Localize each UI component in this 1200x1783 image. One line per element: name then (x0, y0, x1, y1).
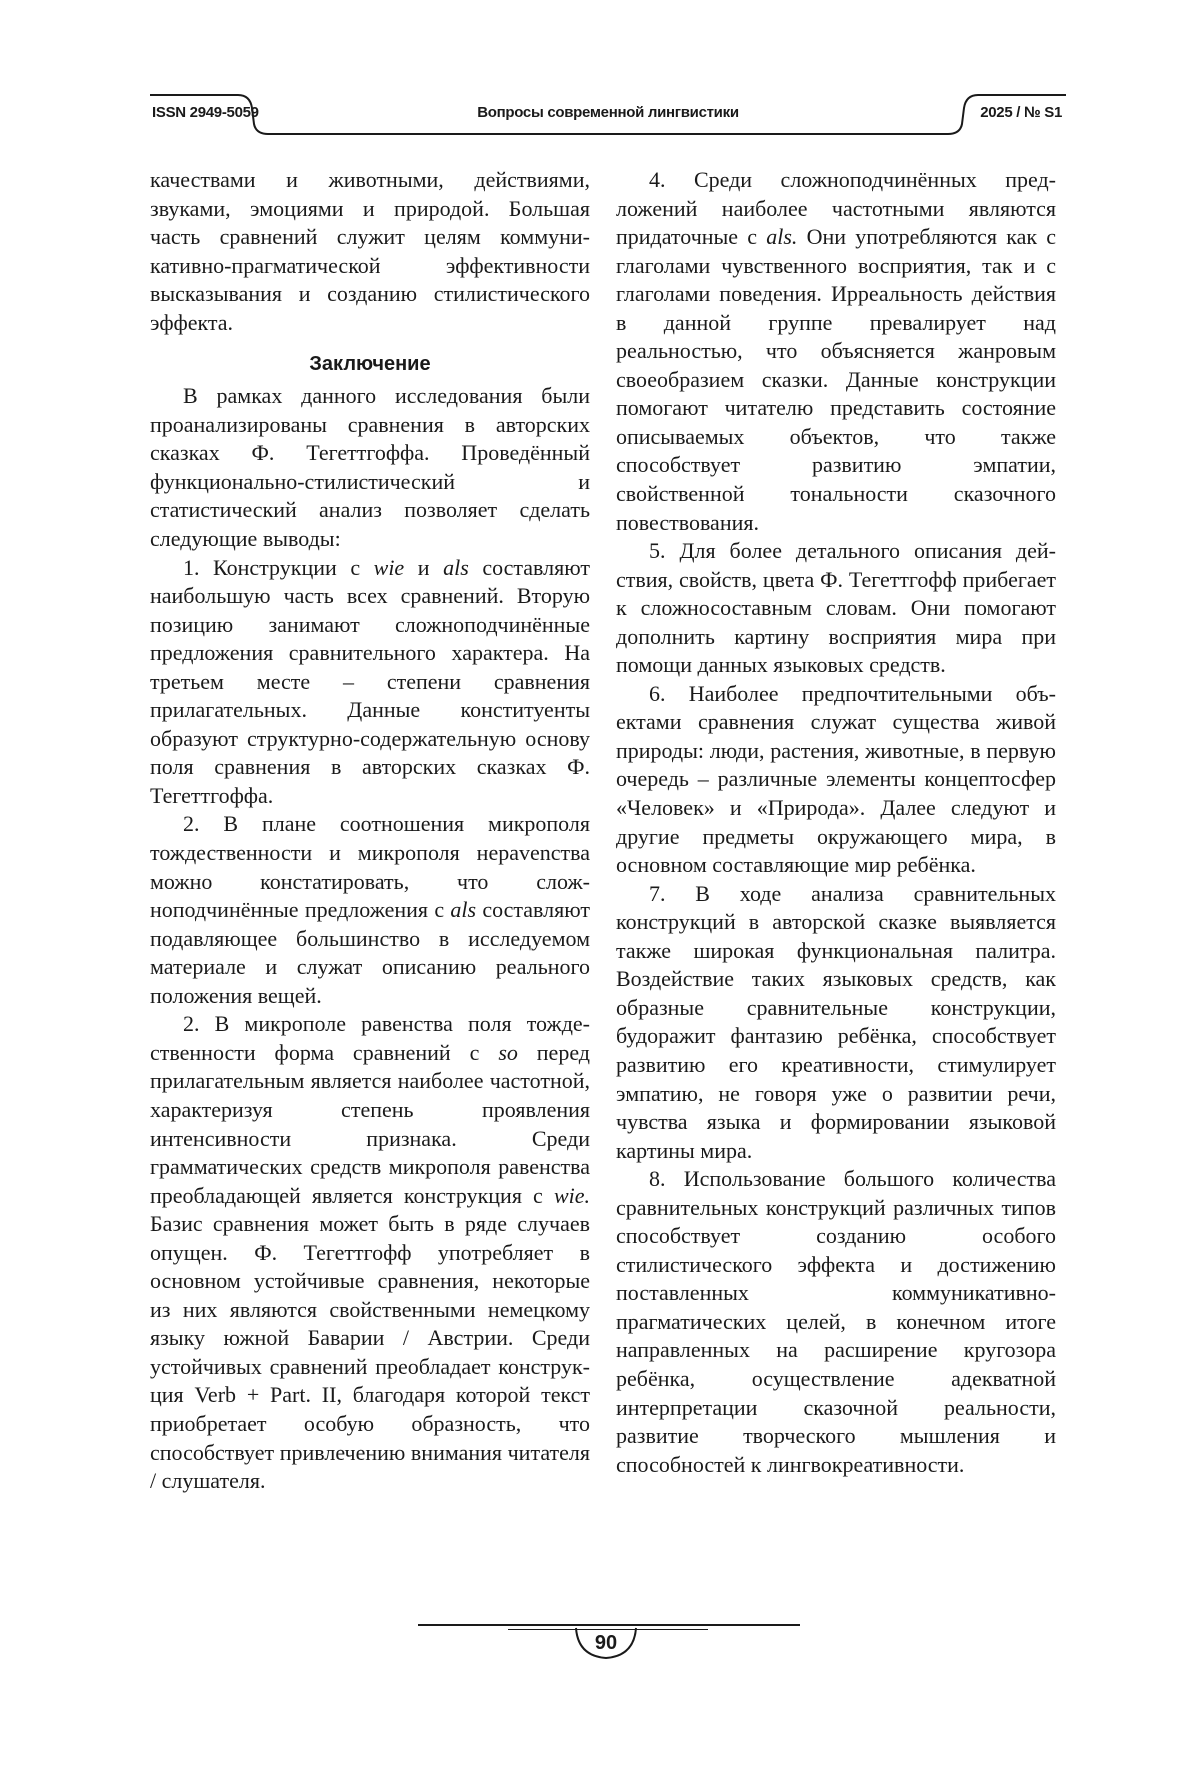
paragraph: 8. Использование большого количества сравнительных конструкций различных типов способствует созданию особого стилистического эффекта и достижению поставленных коммуникативно-прагматических целей, в конечном итоге направленных на расширение кругозора ребёнка, осуществление адекватной интерпретации сказочной реальности, развитие творческого мышления и способностей к лингвокреативности. (616, 1166, 1056, 1477)
paragraph: качествами и животными, действиями, звуками, эмоциями и природой. Большая часть сравнений служит целям коммуникативно-прагматической эффективности высказывания и созданию стилистического эффекта. (150, 167, 590, 335)
issue-label: 2025 / № S1 (980, 104, 1062, 121)
journal-title: Вопросы современной лингвистики (477, 104, 739, 121)
paragraph: В рамках данного исследования были проанализированы сравнения в авторских сказках Ф. Тегеттгоффа. Проведённый функционально-стилистический и статистический анализ позволяет сделать следующие выводы: (150, 383, 590, 552)
section-title: Заключение (309, 353, 431, 376)
page-number-badge (568, 1626, 644, 1662)
issn-label: ISSN 2949-5059 (152, 104, 259, 121)
paragraph: 1. Конструкции с wie и als составляют наибольшую часть всех сравнений. Вторую позицию занимают сложноподчинённые предложения сравнительного характера. На третьем месте – степени сравнения прилагательных. Данные конституенты образуют структурно-содержательную основу поля сравнения в авторских сказках Ф. Тегеттгоффа. (150, 554, 590, 808)
right-column (616, 166, 1056, 1479)
paragraph: 4. Среди сложноподчинённых предложений наиболее частотными являются придаточные с als. Они употребляются как с глаголами чувственного восприятия, так и с глаголами поведения. Ирреальность действия в данной группе превалирует над реальностью, что объясняется жанровым своеобразием сказки. Данные конструкции помогают читателю представить состояние описываемых объектов, что также способствует развитию эмпатии, свойственной тональности сказочного повествования. (616, 167, 1056, 535)
paragraph: 2. В плане соотношения микрополя тождественности и микрополя нераvenства можно констатировать, что сложноподчинённые предложения с als составляют подавляющее большинство в исследуемом материале и служат описанию реального положения вещей. (150, 811, 590, 1008)
left-column (150, 166, 590, 1496)
running-header (150, 94, 1066, 138)
paragraph: 2. В микрополе равенства поля тождественности форма сравнений с so перед прилагательным является наиболее частотной, характеризуя степень проявления интенсивности признака. Среди грамматических средств микрополя равенства преобладающей является конструкция с wie. Базис сравнения может быть в ряде случаев опущен. Ф. Тегеттгофф употребляет в основном устойчивые сравнения, некоторые из них являются свойственными немецкому языку южной Баварии / Австрии. Среди устойчивых сравнений преобладает конструкция Verb + Part. II, благодаря которой текст приобретает особую образность, что способствует привлечению внимания читателя / слушателя. (150, 1011, 590, 1494)
page-number: 90 (594, 1632, 618, 1654)
paragraph: 6. Наиболее предпочтительными объектами сравнения служат существа живой природы: люди, растения, животные, в первую очередь – различные элементы концептосфер «Человек» и «Природа». Далее следуют и другие предметы окружающего мира, в основном составляющие мир ребёнка. (616, 680, 1056, 878)
paragraph: 7. В ходе анализа сравнительных конструкций в авторской сказке выявляется также широкая функциональная палитра. Воздействие таких языковых средств, как образные сравнительные конструкции, будоражит фантазию ребёнка, способствует развитию его креативности, стимулирует эмпатию, не говоря уже о развитии речи, чувства языка и формировании языковой картины мира. (616, 880, 1056, 1163)
paragraph: 5. Для более детального описания действия, свойств, цвета Ф. Тегеттгофф прибегает к сложносоставным словам. Они помогают дополнить картину восприятия мира при помощи данных языковых средств. (616, 538, 1056, 678)
